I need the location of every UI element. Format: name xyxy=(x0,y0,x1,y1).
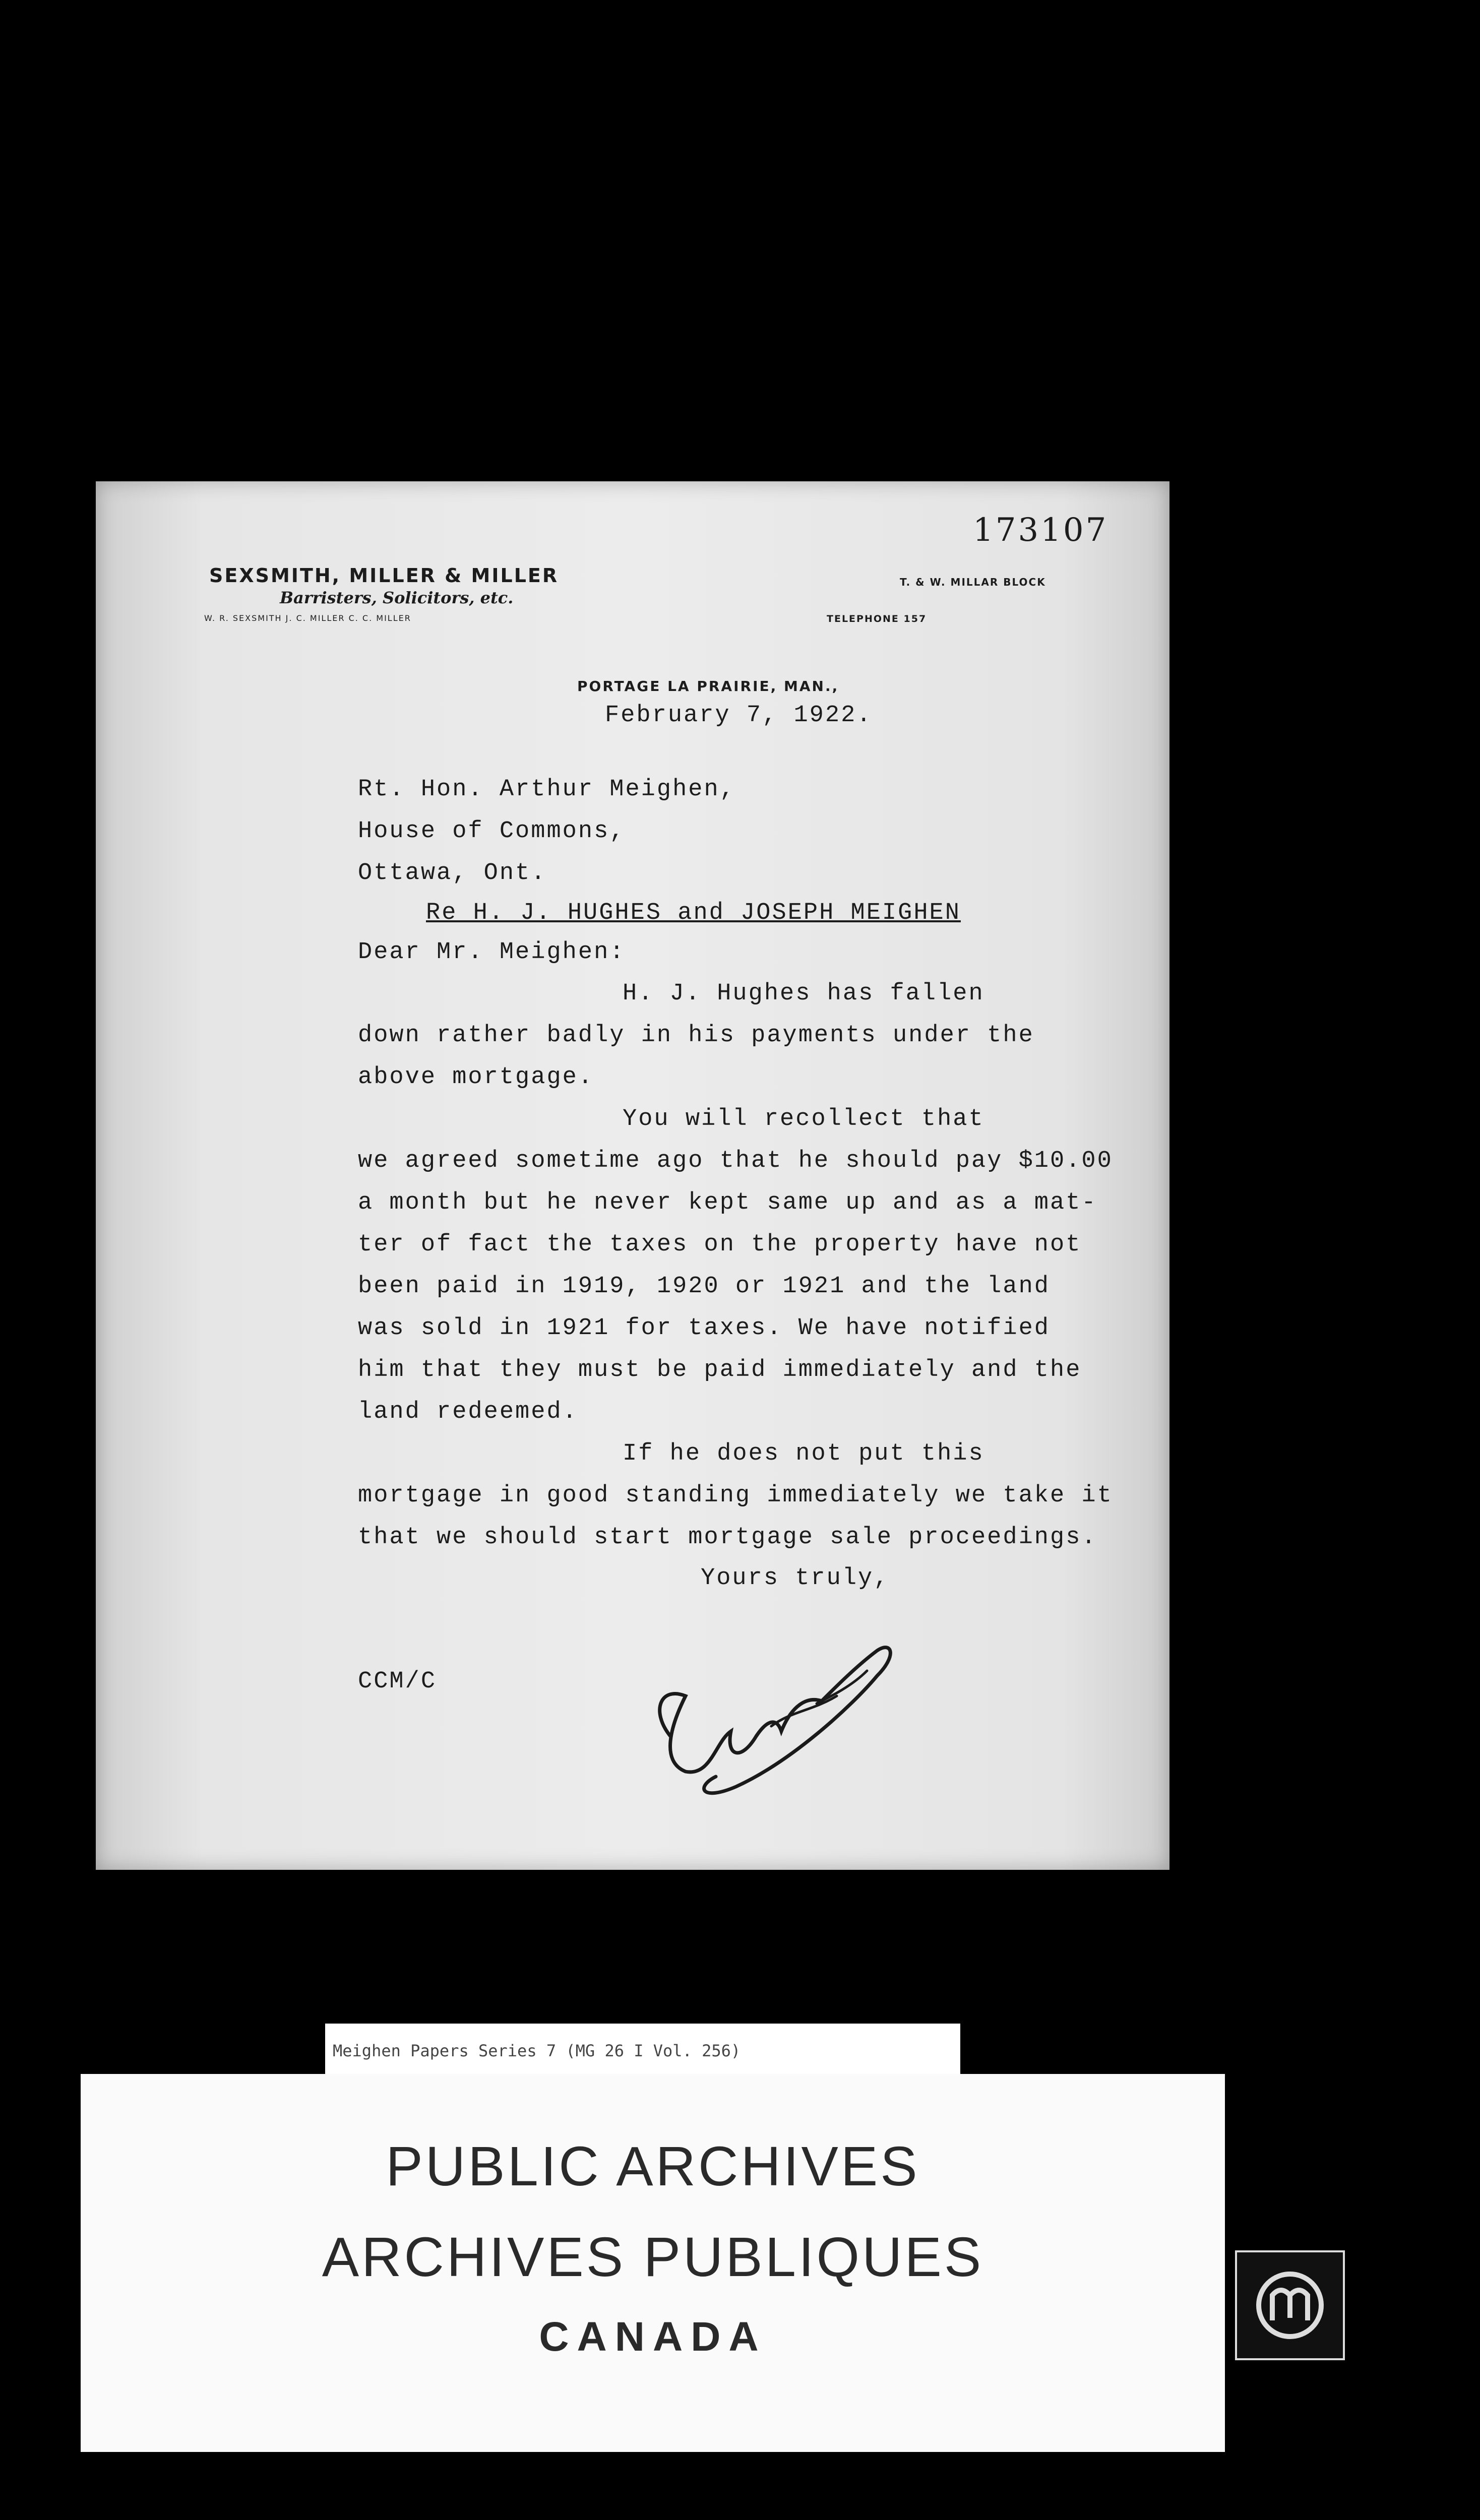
body-line-5: we agreed sometime ago that he should pay $10.00 xyxy=(358,1148,1113,1174)
letter-page xyxy=(96,481,1169,1870)
letter-place: PORTAGE LA PRAIRIE, MAN., xyxy=(577,678,839,695)
letterhead-partners: W. R. SEXSMITH J. C. MILLER C. C. MILLER xyxy=(204,613,411,623)
subject-line: Re H. J. HUGHES and JOSEPH MEIGHEN xyxy=(426,900,961,926)
archives-line-3: CANADA xyxy=(539,2314,767,2360)
body-line-13: mortgage in good standing immediately we take it xyxy=(358,1482,1113,1509)
typist-initials: CCM/C xyxy=(358,1668,437,1695)
letter-date: February 7, 1922. xyxy=(605,702,873,729)
body-line-12: If he does not put this xyxy=(623,1440,984,1467)
series-label-text: Meighen Papers Series 7 (MG 26 I Vol. 256) xyxy=(333,2041,741,2060)
body-line-3: above mortgage. xyxy=(358,1064,594,1091)
archives-line-1: PUBLIC ARCHIVES xyxy=(386,2135,920,2197)
body-line-2: down rather badly in his payments under the xyxy=(358,1022,1034,1049)
signature xyxy=(640,1610,922,1812)
letterhead-address-block: T. & W. MILLAR BLOCK xyxy=(900,576,1046,588)
body-line-11: land redeemed. xyxy=(358,1399,578,1425)
body-line-10: him that they must be paid immediately and the xyxy=(358,1357,1082,1383)
series-label xyxy=(325,2024,960,2075)
body-line-9: was sold in 1921 for taxes. We have notified xyxy=(358,1315,1051,1342)
letterhead-firm-name: SEXSMITH, MILLER & MILLER xyxy=(209,564,559,587)
letterhead-subtitle: Barristers, Solicitors, etc. xyxy=(280,588,514,607)
archives-card xyxy=(81,2074,1225,2452)
recipient-line-3: Ottawa, Ont. xyxy=(358,860,547,887)
body-line-14: that we should start mortgage sale proceedings. xyxy=(358,1524,1097,1551)
document-number: 173107 xyxy=(973,512,1108,549)
body-line-7: ter of fact the taxes on the property have not xyxy=(358,1231,1082,1258)
body-line-4: You will recollect that xyxy=(623,1106,984,1132)
archives-line-2: ARCHIVES PUBLIQUES xyxy=(322,2226,984,2288)
body-line-6: a month but he never kept same up and as a mat- xyxy=(358,1189,1097,1216)
body-line-8: been paid in 1919, 1920 or 1921 and the land xyxy=(358,1273,1051,1300)
archives-logo-icon xyxy=(1235,2250,1345,2360)
closing: Yours truly, xyxy=(701,1565,890,1592)
letterhead-telephone: TELEPHONE 157 xyxy=(827,613,927,624)
recipient-line-2: House of Commons, xyxy=(358,818,626,845)
salutation: Dear Mr. Meighen: xyxy=(358,939,626,966)
recipient-line-1: Rt. Hon. Arthur Meighen, xyxy=(358,776,735,803)
body-line-1: H. J. Hughes has fallen xyxy=(623,980,984,1007)
